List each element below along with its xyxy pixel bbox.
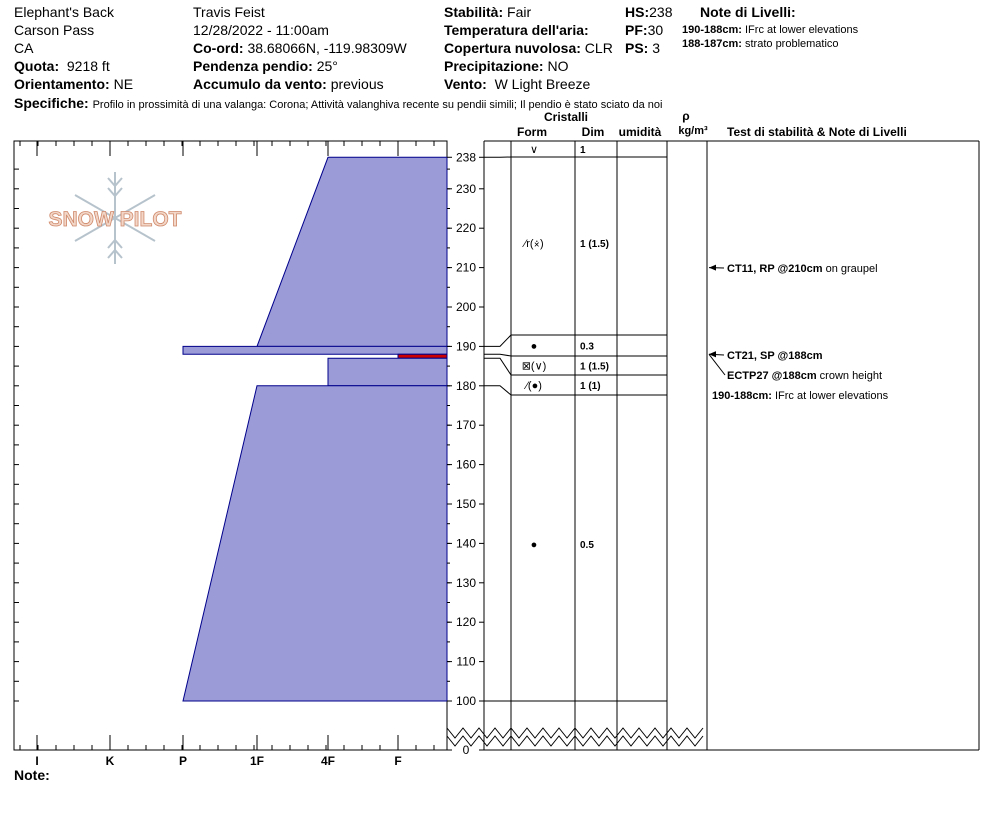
- x-tick-label: K: [105, 754, 115, 768]
- layer-size: 0.3: [580, 341, 594, 353]
- layer-note-text: strato problematico: [745, 38, 839, 50]
- layer-connector: [484, 335, 511, 346]
- wind-value: W Light Breeze: [494, 76, 591, 92]
- crystals-header: Cristalli: [543, 110, 589, 124]
- hardness-profile: [183, 157, 447, 701]
- x-tick-label: P: [178, 754, 188, 768]
- layer-notes-title: Note di Livelli:: [700, 4, 796, 20]
- test-result: [727, 370, 882, 382]
- observer: Travis Feist: [193, 4, 265, 20]
- wind-loading-value: previous: [330, 76, 384, 92]
- test-note: on graupel: [822, 263, 878, 275]
- specifics-label: Specifiche:: [14, 95, 89, 111]
- y-tick-label: 150: [455, 497, 477, 511]
- test-result: [712, 390, 889, 402]
- test-note: IFrc at lower elevations: [771, 390, 889, 402]
- layer-note-text: IFrc at lower elevations: [745, 24, 859, 36]
- y-tick-label: 200: [455, 300, 477, 314]
- cloud-value: CLR: [584, 40, 613, 56]
- air-temp-label: Temperatura dell'aria:: [444, 22, 589, 38]
- location-name: Elephant's Back: [14, 4, 114, 20]
- stability-label: Stabilità:: [444, 4, 504, 20]
- hardness-segment: [257, 157, 447, 346]
- aspect-value: NE: [113, 76, 134, 92]
- density-unit-header: kg/m³: [678, 125, 708, 137]
- y-tick-label: 230: [455, 181, 477, 196]
- layer-size: 1 (1.5): [580, 361, 609, 373]
- stability-value: Fair: [507, 4, 532, 20]
- y-tick-label: 130: [455, 575, 477, 590]
- stability-tests: [709, 263, 889, 402]
- aspect-label: Orientamento:: [14, 76, 110, 92]
- hs-value: 238: [649, 4, 673, 20]
- y-tick-label: 220: [455, 221, 477, 236]
- wind-loading-label: Accumulo da vento:: [193, 76, 327, 92]
- layer-form: ⁄(●): [526, 380, 542, 392]
- y-tick-label: 140: [455, 536, 477, 551]
- y-tick-label: 110: [456, 654, 476, 669]
- pf-value: 30: [647, 22, 664, 38]
- state-name: CA: [14, 40, 34, 56]
- layer-connector: [484, 386, 511, 395]
- hardness-segment: [183, 346, 447, 354]
- layer-size: 1 (1.5): [580, 239, 609, 250]
- datetime: 12/28/2022 - 11:00am: [193, 22, 329, 38]
- layer-note-range: 190-188cm:: [682, 24, 742, 36]
- test-label: CT21, SP @188cm: [727, 350, 823, 362]
- precip-label: Precipitazione:: [444, 58, 544, 74]
- rho-header: ρ: [682, 109, 690, 123]
- layer-form: ⊠(∨): [521, 360, 547, 373]
- depth-axis: [447, 150, 484, 757]
- slope-value: 25°: [316, 58, 338, 74]
- test-pointer: [709, 354, 725, 375]
- y-tick-label: 238: [455, 150, 477, 165]
- snowpilot-logo: [49, 172, 182, 264]
- coord-value: 38.68066N, -119.98309W: [247, 40, 407, 56]
- layer-size: 1 (1): [580, 381, 601, 392]
- area-name: Carson Pass: [14, 22, 95, 38]
- layer-size: 0.5: [580, 540, 594, 551]
- y-tick-label: 160: [455, 457, 477, 472]
- layer-form: ●: [530, 340, 538, 353]
- x-tick-label: 4F: [320, 754, 336, 768]
- test-label: CT11, RP @210cm: [727, 263, 823, 275]
- y-tick-label: 180: [455, 378, 477, 393]
- hardness-segment: [398, 354, 447, 358]
- elevation-label: Quota:: [14, 58, 60, 74]
- layer-connector: [484, 354, 511, 356]
- ps-value: 3: [652, 40, 661, 56]
- test-arrowhead: [709, 265, 716, 271]
- layer-size: 1: [580, 145, 586, 156]
- y-tick-label: 210: [455, 260, 477, 275]
- layer-note-range: 188-187cm:: [682, 38, 742, 50]
- notes-label: Note:: [14, 767, 50, 783]
- wind-label: Vento:: [444, 76, 487, 92]
- layer-form: ⁄r(⨰): [524, 238, 544, 250]
- hardness-segment: [183, 386, 447, 701]
- ps-label: PS:: [625, 40, 649, 56]
- hardness-segment: [328, 358, 447, 386]
- x-tick-label: 1F: [249, 754, 265, 768]
- x-tick-label: I: [35, 754, 39, 768]
- test-result: [727, 350, 823, 362]
- tests-header: Test di stabilità & Note di Livelli: [727, 125, 907, 139]
- humidity-header: umidità: [618, 125, 662, 139]
- precip-value: NO: [547, 58, 569, 74]
- test-note: crown height: [816, 370, 883, 382]
- slope-label: Pendenza pendio:: [193, 58, 313, 74]
- hs-label: HS:: [625, 4, 650, 20]
- layer-connector: [484, 358, 511, 375]
- y-tick-label: 170: [455, 418, 477, 433]
- cloud-label: Copertura nuvolosa:: [444, 40, 581, 56]
- size-header: Dim: [581, 125, 605, 139]
- svg-text:SNOW PILOT: SNOW PILOT: [48, 208, 182, 231]
- pf-label: PF:: [625, 22, 648, 38]
- y-tick-label: 120: [455, 615, 477, 630]
- test-result: [727, 263, 878, 275]
- coord-label: Co-ord:: [193, 40, 244, 56]
- x-tick-label: F: [394, 754, 402, 768]
- y-tick-label: 100: [455, 694, 477, 708]
- test-label: ECTP27 @188cm: [727, 370, 817, 382]
- layer-form: ●: [530, 539, 538, 551]
- y-tick-label: 0: [462, 743, 470, 757]
- elevation-value: 9218 ft: [66, 58, 110, 74]
- form-header: Form: [517, 125, 547, 139]
- test-label: 190-188cm:: [712, 390, 772, 402]
- specifics-value: Profilo in prossimità di una valanga: Corona; Attività valanghiva recente su pendii simili; Il pendio è stato sciato da noi: [92, 99, 663, 111]
- y-tick-label: 190: [455, 339, 477, 354]
- layer-form: ∨: [529, 144, 539, 156]
